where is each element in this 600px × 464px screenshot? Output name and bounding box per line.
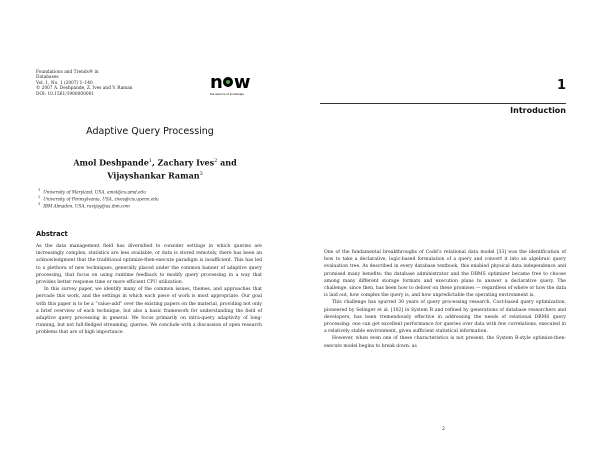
page-number: 2 [442,427,445,432]
affiliation: $^3$ IBM Almaden, USA, ravijay@us.ibm.com [38,201,130,208]
body-paragraph: However, when even one of these characteristics is not present, the System R-style optimize-then-execute model begins to break down: as [324,336,566,349]
logo-dot-icon [223,77,233,87]
paper-title: Adaptive Query Processing [86,126,214,137]
abstract-paragraph: As the data management field has diversified to consider settings in which queries are increasingly complex, statistics are less available, or data is stored remotely, there has been an acknowledgment that the traditional optimize-then-execute paradigm is insufficient. This has led to a plethora of new techniques, generally placed under the common banner of adaptive query processing, that focus on using runtime feedback to modify query processing in a way that provides better response time or more efficient CPU utilization. [36,244,262,286]
affiliations [38,188,278,208]
authors [40,156,270,181]
journal-line: Vol. 1, No. 1 (2007) 1–140 [36,80,93,86]
affiliation: $^1$ University of Maryland, USA, amol@cs.umd.edu [38,188,146,195]
author-name: Vijayshankar Raman [107,170,200,181]
affiliation: $^2$ University of Pennsylvania, USA, zives@cis.upenn.edu [38,194,159,202]
logo-tagline: the essence of knowledge [210,93,244,96]
abstract-paragraph: In this survey paper, we identify many of the common issues, themes, and approaches that pervade this work, and the settings in which each piece of work is most appropriate. Our goal with this paper is to be a “value-add” over the existing papers on the material, providing not only a brief overview of each technique, but also a basic framework for understanding the field of adaptive query processing in general. We focus primarily on intra-query adaptivity of long-running, but not full-fledged streaming, queries. We conclude with a discussion of open research problems that are of high importance. [36,287,262,336]
body-paragraph: One of the fundamental breakthroughs of Codd’s relational data model [33] was the identification of how to take a declarative, logic-based formulation of a query and convert it into an algebraic query evaluation tree. As described in every database textbook, this enabled physical data independence and promised many benefits: the database administrator and the DBMS optimizer became free to choose among many different storage formats and execution plans to answer a declarative query. The challenge, since then, has been how to deliver on these promises — regardless of where or how the data is laid out, how complex the query is, and how unpredictable the operating environment is. [324,250,566,299]
logo-text-n: n [210,72,222,93]
journal-line: DOI: 10.1561/1900000001 [36,91,95,97]
logo-text-w: w [233,72,250,93]
author-name: , Zachary Ives [151,157,215,168]
journal-line: Foundations and Trends® in [36,70,99,75]
journal-info [36,70,206,97]
chapter-number: 1 [556,78,566,93]
body-paragraph: This challenge has spurred 30 years of query processing research. Cost-based query optimization, pioneered by Selinger et al. [102] in System R and refined by generations of database researchers and developers, has been tremendously effective in addressing the needs of relational DBMS query processing: one can get excellent performance for queries over data with few correlations, executed in a relatively stable environment, given sufficient statistical information. [324,300,566,335]
abstract-body [36,243,262,337]
author-sup: 2 [214,158,218,164]
publisher-logo [210,74,262,104]
author-name: Amol Deshpande [73,157,149,168]
author-sup: 1 [148,158,152,164]
journal-line: Databases [36,75,59,81]
body-text [324,249,566,350]
chapter-title: Introduction [510,106,566,115]
chapter-rule [320,103,566,104]
right-page [300,0,600,464]
abstract-heading: Abstract [36,230,68,238]
author-sup: 3 [199,170,203,177]
author-conj: and [217,157,237,168]
journal-line: © 2007 A. Deshpande, Z. Ives and V. Raman [36,86,133,92]
